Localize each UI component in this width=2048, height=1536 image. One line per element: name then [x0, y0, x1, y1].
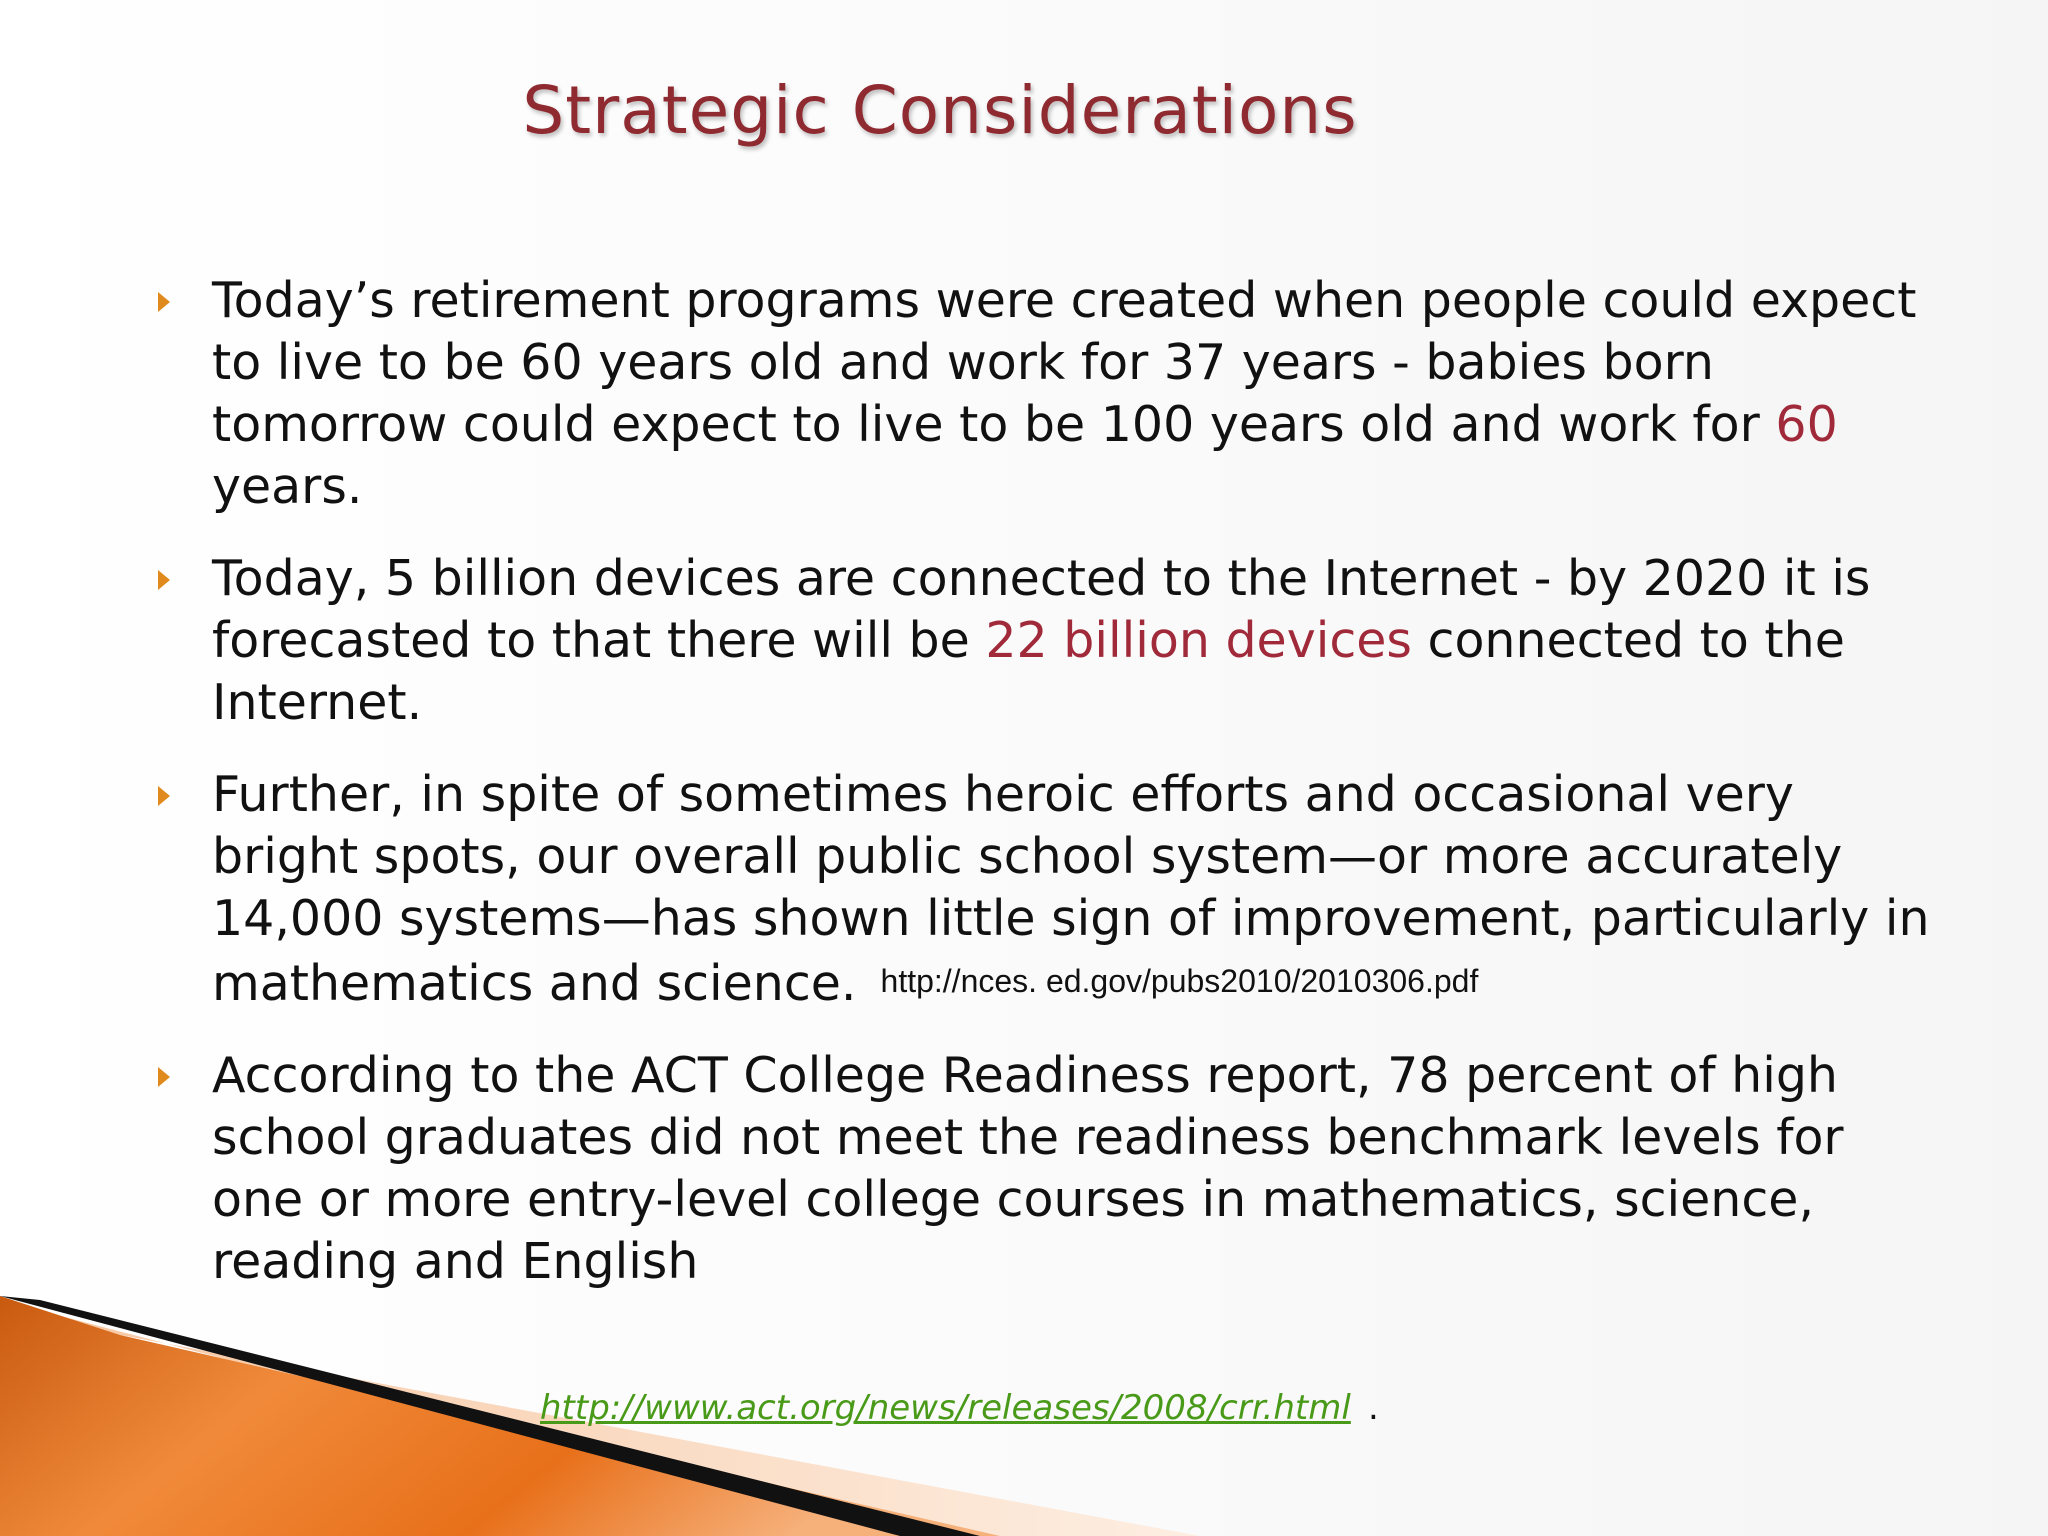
act-report-link[interactable]: http://www.act.org/news/releases/2008/crr.html [540, 1388, 1351, 1428]
bullet-text: Today’s retirement programs were created when people could expect to live to be 60 years old and work for 37 years - babies born tomorrow could expect to live to be 100 years old and work for [212, 272, 1917, 453]
highlight-text: 60 [1775, 396, 1838, 453]
bullet-text: According to the ACT College Readiness report, 78 percent of high school graduates did not meet the readiness benchmark levels for one or more entry-level college courses in mathematics, science, reading and English [212, 1047, 1844, 1290]
bullet-text: Today, 5 billion devices are connected to the Internet - by 2020 it is forecasted to that there will be [212, 550, 1871, 669]
source-citation: http://nces. ed.gov/pubs2010/2010306.pdf [880, 963, 1479, 999]
bullet-text: Further, in spite of sometimes heroic efforts and occasional very bright spots, our overall public school system—or more accurately 14,000 systems—has shown little sign of improvement, particularly in mathematics and science. [212, 766, 1930, 1012]
bullet-text-end: years. [212, 458, 363, 515]
slide-title: Strategic Considerations [522, 72, 1358, 149]
highlight-text: 22 billion devices [985, 612, 1412, 669]
bullet-text-end: connected to the Internet. [212, 612, 1845, 731]
footer-period: . [1368, 1388, 1379, 1428]
